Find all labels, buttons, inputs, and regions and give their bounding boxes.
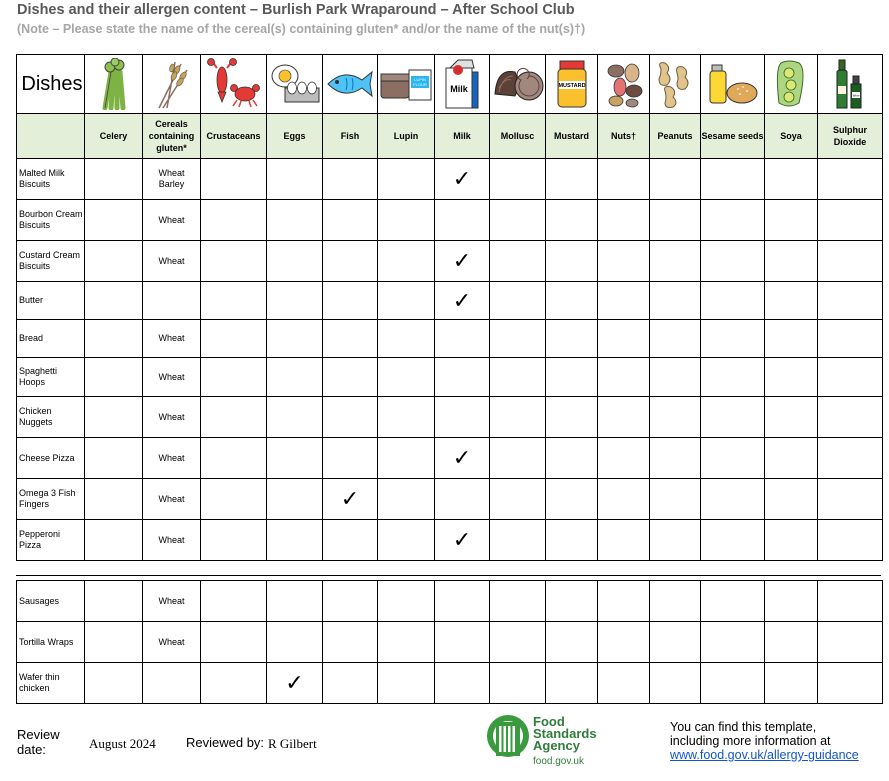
allergen-cell <box>85 438 143 479</box>
tick-mark: ✓ <box>435 159 490 200</box>
allergen-cell <box>378 397 435 438</box>
tick-mark: ✓ <box>435 282 490 320</box>
table-row <box>17 479 883 520</box>
allergen-cell <box>323 241 378 282</box>
dish-name: Spaghetti Hoops <box>17 358 85 397</box>
allergen-cell <box>598 358 650 397</box>
allergen-cell <box>598 581 650 622</box>
allergen-cell <box>765 663 818 704</box>
dish-name: Custard Cream Biscuits <box>17 241 85 282</box>
fsa-url: food.gov.uk <box>533 756 584 767</box>
allergen-cell <box>818 320 883 358</box>
svg-text:Milk: Milk <box>450 84 468 94</box>
allergen-cell <box>267 581 323 622</box>
svg-text:MUSTARD: MUSTARD <box>557 83 586 89</box>
allergen-cell <box>490 520 546 561</box>
soya-icon <box>765 55 818 114</box>
allergen-cell <box>267 282 323 320</box>
allergen-cell <box>435 479 490 520</box>
allergen-cell <box>598 200 650 241</box>
allergen-cell <box>546 520 598 561</box>
allergen-cell <box>378 520 435 561</box>
allergen-cell <box>85 622 143 663</box>
allergen-cell <box>85 520 143 561</box>
milk-icon <box>435 55 490 114</box>
allergen-cell <box>323 520 378 561</box>
allergen-cell <box>650 397 701 438</box>
allergen-cell <box>818 358 883 397</box>
allergen-cell <box>378 663 435 704</box>
allergen-cell <box>201 663 267 704</box>
allergen-cell <box>85 241 143 282</box>
eggs-icon <box>267 55 323 114</box>
allergen-cell <box>765 320 818 358</box>
allergen-cell <box>650 358 701 397</box>
gluten-cell: Wheat <box>143 581 201 622</box>
allergen-cell <box>378 282 435 320</box>
table-row <box>17 241 883 282</box>
allergen-cell <box>701 622 765 663</box>
allergen-cell <box>765 282 818 320</box>
allergen-cell <box>201 438 267 479</box>
allergen-cell <box>201 282 267 320</box>
allergen-header-9: Nuts† <box>598 114 650 159</box>
allergen-cell <box>701 479 765 520</box>
allergen-cell <box>267 438 323 479</box>
allergen-cell <box>598 520 650 561</box>
allergen-cell <box>546 358 598 397</box>
svg-text:FLOUR: FLOUR <box>413 82 427 87</box>
icon-row <box>17 55 883 114</box>
allergen-header-11: Sesame seeds <box>701 114 765 159</box>
allergen-cell <box>546 581 598 622</box>
allergen-cell <box>490 159 546 200</box>
allergen-header-3: Eggs <box>267 114 323 159</box>
allergen-cell <box>85 663 143 704</box>
allergy-guidance-link[interactable]: www.food.gov.uk/allergy-guidance <box>670 748 859 762</box>
allergen-cell <box>818 159 883 200</box>
svg-text:LUPIN: LUPIN <box>414 77 426 82</box>
allergen-cell <box>598 622 650 663</box>
allergen-cell <box>435 358 490 397</box>
allergen-cell <box>818 397 883 438</box>
allergen-cell <box>85 358 143 397</box>
gluten-cell: Wheat <box>143 622 201 663</box>
allergen-cell <box>701 320 765 358</box>
allergen-cell <box>546 320 598 358</box>
allergen-cell <box>201 622 267 663</box>
allergen-cell <box>598 397 650 438</box>
allergen-cell <box>378 581 435 622</box>
allergen-table-continued <box>16 580 883 704</box>
allergen-cell <box>267 397 323 438</box>
tick-mark: ✓ <box>435 438 490 479</box>
allergen-cell <box>650 241 701 282</box>
allergen-cell <box>765 438 818 479</box>
svg-text:Wine: Wine <box>852 93 860 98</box>
allergen-cell <box>701 159 765 200</box>
allergen-cell <box>323 320 378 358</box>
allergen-cell <box>765 358 818 397</box>
allergen-cell <box>490 282 546 320</box>
table-row <box>17 622 883 663</box>
allergen-header-4: Fish <box>323 114 378 159</box>
allergen-cell <box>701 438 765 479</box>
allergen-cell <box>201 241 267 282</box>
allergen-cell <box>201 358 267 397</box>
header-blank-cell <box>17 114 85 159</box>
gluten-cell: Wheat <box>143 241 201 282</box>
allergen-cell <box>201 479 267 520</box>
allergen-cell <box>701 520 765 561</box>
allergen-cell <box>435 622 490 663</box>
review-date-value: August 2024 <box>89 736 156 751</box>
allergen-cell <box>378 438 435 479</box>
allergen-header-12: Soya <box>765 114 818 159</box>
allergen-cell <box>818 663 883 704</box>
allergen-cell <box>490 320 546 358</box>
dish-name: Chicken Nuggets <box>17 397 85 438</box>
allergen-cell <box>598 663 650 704</box>
allergen-cell <box>598 320 650 358</box>
allergen-cell <box>546 622 598 663</box>
allergen-cell <box>85 479 143 520</box>
allergen-cell <box>490 622 546 663</box>
review-date-label-text: Review date: <box>17 727 60 757</box>
allergen-cell <box>201 200 267 241</box>
allergen-cell <box>490 438 546 479</box>
gluten-cell: Wheat <box>143 438 201 479</box>
allergen-table <box>16 54 883 561</box>
allergen-header-7: Mollusc <box>490 114 546 159</box>
allergen-cell <box>546 397 598 438</box>
sulphur-dioxide-icon <box>818 55 883 114</box>
allergen-cell <box>201 159 267 200</box>
allergen-cell <box>267 241 323 282</box>
mollusc-icon <box>490 55 546 114</box>
table-row <box>17 581 883 622</box>
allergen-cell <box>701 358 765 397</box>
allergen-header-5: Lupin <box>378 114 435 159</box>
dish-name: Omega 3 Fish Fingers <box>17 479 85 520</box>
dish-name: Bread <box>17 320 85 358</box>
gluten-cell: Wheat <box>143 320 201 358</box>
allergen-cell <box>323 397 378 438</box>
allergen-cell <box>818 581 883 622</box>
gluten-cell: Wheat <box>143 479 201 520</box>
allergen-cell <box>490 581 546 622</box>
allergen-cell <box>701 581 765 622</box>
allergen-cell <box>143 282 201 320</box>
allergen-cell <box>378 622 435 663</box>
allergen-header-13: Sulphur Dioxide <box>818 114 883 159</box>
allergen-cell <box>323 438 378 479</box>
allergen-cell <box>818 282 883 320</box>
sesame-icon <box>701 55 765 114</box>
allergen-cell <box>201 520 267 561</box>
allergen-cell <box>765 520 818 561</box>
allergen-cell <box>490 200 546 241</box>
allergen-cell <box>765 200 818 241</box>
gluten-cell: Wheat Barley <box>143 159 201 200</box>
dishes-heading: Dishes <box>17 55 85 114</box>
allergen-cell <box>650 200 701 241</box>
dish-name: Malted Milk Biscuits <box>17 159 85 200</box>
allergen-cell <box>490 397 546 438</box>
allergen-cell <box>818 438 883 479</box>
allergen-cell <box>435 320 490 358</box>
allergen-cell <box>765 159 818 200</box>
page-title: Dishes and their allergen content – Burlish Park Wraparound – After School Club <box>17 2 575 18</box>
allergen-cell <box>378 320 435 358</box>
table-row <box>17 200 883 241</box>
allergen-cell <box>546 200 598 241</box>
allergen-cell <box>546 663 598 704</box>
dish-name: Sausages <box>17 581 85 622</box>
allergen-cell <box>435 200 490 241</box>
allergen-cell <box>598 479 650 520</box>
allergen-cell <box>85 581 143 622</box>
tick-mark: ✓ <box>267 663 323 704</box>
nuts-icon <box>598 55 650 114</box>
allergen-cell <box>818 622 883 663</box>
allergen-cell <box>546 438 598 479</box>
tick-mark: ✓ <box>323 479 378 520</box>
allergen-cell <box>598 282 650 320</box>
dish-name: Bourbon Cream Biscuits <box>17 200 85 241</box>
allergen-cell <box>201 320 267 358</box>
gluten-cell: Wheat <box>143 200 201 241</box>
allergen-cell <box>323 622 378 663</box>
allergen-header-6: Milk <box>435 114 490 159</box>
table-row <box>17 397 883 438</box>
allergen-cell <box>546 479 598 520</box>
fsa-name <box>533 716 603 752</box>
dish-name: Wafer thin chicken <box>17 663 85 704</box>
reviewed-by-label: Reviewed by: <box>186 735 265 750</box>
allergen-cell <box>435 663 490 704</box>
allergen-cell <box>650 622 701 663</box>
allergen-cell <box>650 581 701 622</box>
allergen-cell <box>650 438 701 479</box>
fish-icon <box>323 55 378 114</box>
allergen-cell <box>378 159 435 200</box>
allergen-cell <box>598 159 650 200</box>
allergen-cell <box>201 397 267 438</box>
table-row <box>17 520 883 561</box>
peanuts-icon <box>650 55 701 114</box>
allergen-cell <box>323 663 378 704</box>
allergen-cell <box>85 282 143 320</box>
allergen-cell <box>818 241 883 282</box>
mustard-icon <box>546 55 598 114</box>
allergen-cell <box>701 663 765 704</box>
allergen-cell <box>267 200 323 241</box>
allergen-cell <box>701 282 765 320</box>
allergen-cell <box>85 320 143 358</box>
allergen-cell <box>323 282 378 320</box>
info-block <box>670 720 860 762</box>
allergen-cell <box>323 200 378 241</box>
allergen-cell <box>378 241 435 282</box>
allergen-cell <box>546 282 598 320</box>
lupin-icon <box>378 55 435 114</box>
allergen-cell <box>546 241 598 282</box>
allergen-cell <box>267 358 323 397</box>
dish-name: Butter <box>17 282 85 320</box>
allergen-cell <box>267 520 323 561</box>
allergen-cell <box>701 200 765 241</box>
allergen-cell <box>323 159 378 200</box>
allergen-cell <box>650 320 701 358</box>
table-separator <box>16 575 881 576</box>
allergen-cell <box>490 479 546 520</box>
allergen-cell <box>650 520 701 561</box>
allergen-cell <box>650 282 701 320</box>
allergen-cell <box>323 581 378 622</box>
table-row <box>17 282 883 320</box>
gluten-cell: Wheat <box>143 397 201 438</box>
allergen-cell <box>378 358 435 397</box>
celery-icon <box>85 55 143 114</box>
info-text: You can find this template, including more information at <box>670 720 831 748</box>
reviewer-name: R Gilbert <box>268 736 317 751</box>
allergen-cell <box>143 663 201 704</box>
allergen-cell <box>765 581 818 622</box>
allergen-cell <box>598 241 650 282</box>
table-row <box>17 159 883 200</box>
allergen-header-1: Cereals containing gluten* <box>143 114 201 159</box>
allergen-cell <box>267 622 323 663</box>
allergen-header-row <box>17 114 883 159</box>
allergen-header-0: Celery <box>85 114 143 159</box>
allergen-cell <box>598 438 650 479</box>
allergen-cell <box>267 320 323 358</box>
allergen-cell <box>818 200 883 241</box>
allergen-cell <box>323 358 378 397</box>
dish-name: Tortilla Wraps <box>17 622 85 663</box>
allergen-cell <box>201 581 267 622</box>
allergen-cell <box>765 479 818 520</box>
allergen-cell <box>650 159 701 200</box>
allergen-header-10: Peanuts <box>650 114 701 159</box>
gluten-cell: Wheat <box>143 358 201 397</box>
allergen-cell <box>701 241 765 282</box>
gluten-cell: Wheat <box>143 520 201 561</box>
fsa-name-text: Food Standards Agency <box>533 714 597 753</box>
tick-mark: ✓ <box>435 241 490 282</box>
allergen-cell <box>490 358 546 397</box>
crustacean-icon <box>201 55 267 114</box>
allergen-cell <box>765 622 818 663</box>
allergen-cell <box>267 479 323 520</box>
table-row <box>17 663 883 704</box>
allergen-cell <box>85 200 143 241</box>
page-note: (Note – Please state the name of the cereal(s) containing gluten* and/or the name of the nut(s)†) <box>17 22 586 36</box>
allergen-cell <box>267 159 323 200</box>
allergen-header-2: Crustaceans <box>201 114 267 159</box>
allergen-cell <box>490 241 546 282</box>
allergen-cell <box>435 397 490 438</box>
table-row <box>17 438 883 479</box>
wheat-icon <box>143 55 201 114</box>
dish-name: Cheese Pizza <box>17 438 85 479</box>
dish-name: Pepperoni Pizza <box>17 520 85 561</box>
allergen-cell <box>765 397 818 438</box>
allergen-header-8: Mustard <box>546 114 598 159</box>
allergen-cell <box>650 479 701 520</box>
table-row <box>17 358 883 397</box>
review-date-label <box>17 727 60 757</box>
allergen-cell <box>765 241 818 282</box>
allergen-cell <box>490 663 546 704</box>
tick-mark: ✓ <box>435 520 490 561</box>
allergen-cell <box>546 159 598 200</box>
table-row <box>17 320 883 358</box>
allergen-cell <box>818 479 883 520</box>
allergen-cell <box>85 159 143 200</box>
allergen-cell <box>650 663 701 704</box>
allergen-cell <box>378 200 435 241</box>
allergen-cell <box>701 397 765 438</box>
allergen-cell <box>818 520 883 561</box>
allergen-cell <box>378 479 435 520</box>
allergen-cell <box>85 397 143 438</box>
allergen-cell <box>435 581 490 622</box>
